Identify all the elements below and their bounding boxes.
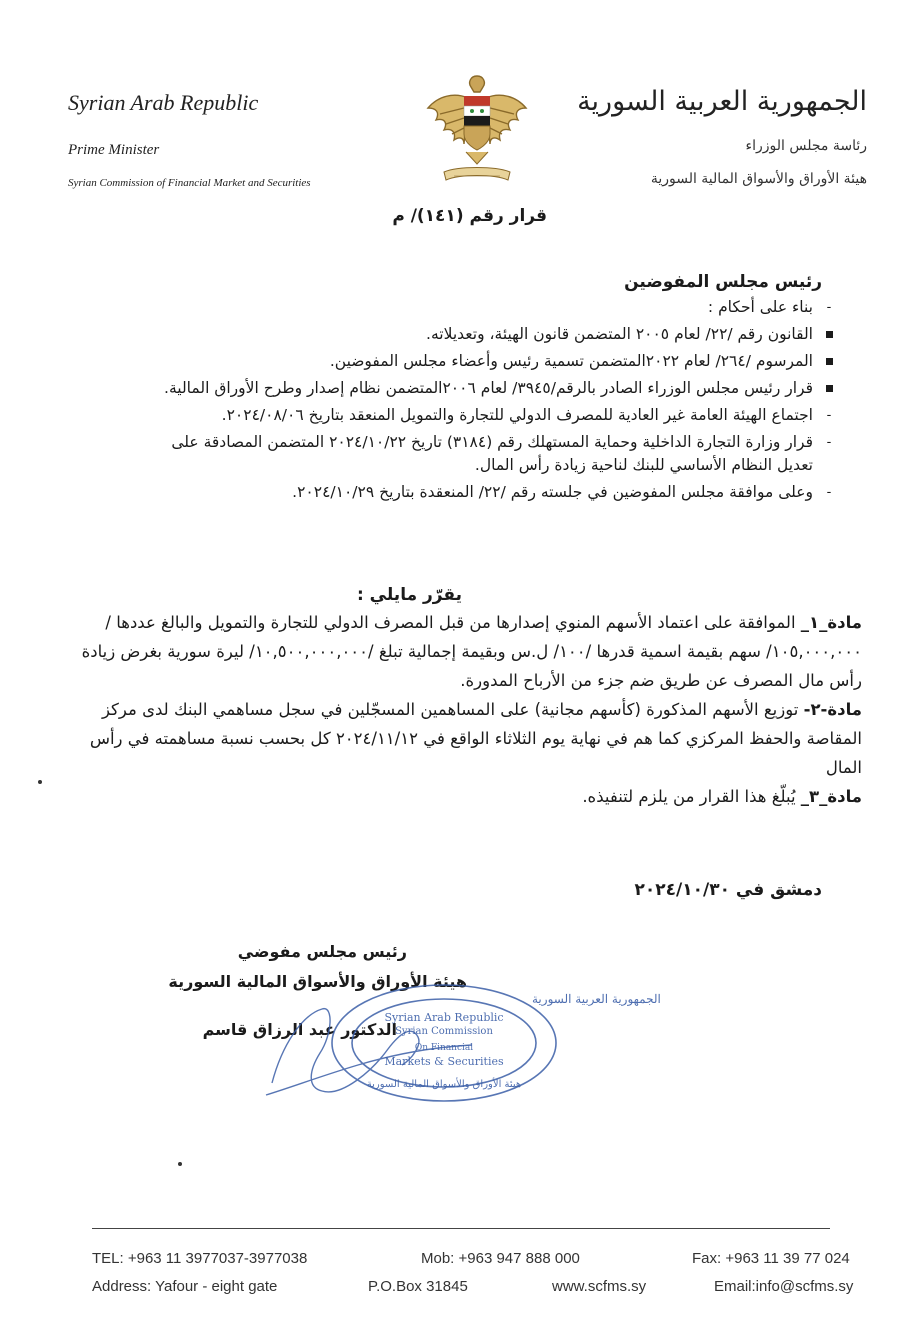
stamp-en-1: Syrian Arab Republic (384, 1011, 504, 1024)
decides-heading: يقرّر مايلي : (356, 585, 462, 605)
stamp-ar-top: الجمهورية العربية السورية (532, 992, 661, 1006)
scan-speck (38, 780, 42, 784)
place-date: دمشق في ٢٠٢٤/١٠/٣٠ (634, 880, 822, 900)
basis-item (135, 481, 835, 504)
header-ar-subtitle: رئاسة مجلس الوزراء (745, 138, 867, 154)
header-en-commission: Syrian Commission of Financial Market and Securities (68, 177, 311, 189)
footer-divider (92, 1228, 830, 1229)
basis-text: قرار وزارة التجارة الداخلية وحماية المستهلك رقم (٣١٨٤) تاريخ ٢٠٢٤/١٠/٢٢ المتضمن المصادقة على تعديل النظام الأساسي للبنك لناحية زيادة رأس المال. (171, 433, 813, 474)
basis-item (135, 323, 835, 346)
article-2 (72, 695, 862, 782)
decision-number: قرار رقم (١٤١)/ م (392, 206, 547, 226)
stamp-ar-bottom: هيئة الأوراق والأسواق المالية السورية (366, 1079, 522, 1090)
footer-address: Address: Yafour - eight gate (92, 1278, 278, 1295)
basis-item (135, 404, 835, 427)
council-heading: رئيس مجلس المفوضين (624, 272, 822, 292)
signatory-title: رئيس مجلس مفوضي (237, 942, 407, 961)
square-bullet-icon (823, 323, 835, 346)
article-text: يُبلّغ هذا القرار من يلزم لتنفيذه. (582, 787, 801, 806)
basis-item (135, 296, 835, 319)
basis-text: بناء على أحكام : (707, 298, 813, 316)
articles-block (72, 608, 862, 811)
eagle-emblem-icon (418, 68, 536, 194)
basis-text: وعلى موافقة مجلس المفوضين في جلسته رقم /٢٢/ المنعقدة بتاريخ ٢٠٢٤/١٠/٢٩. (292, 483, 813, 501)
legal-basis-list (135, 296, 835, 508)
footer-pobox: P.O.Box 31845 (368, 1278, 468, 1295)
signatory-name: الدكتور عبد الرزاق قاسم (202, 1020, 397, 1039)
footer-fax: Fax: +963 11 39 77 024 (692, 1250, 850, 1267)
dash-marker: - (826, 435, 832, 450)
article-label: مادة_٣_ (800, 787, 862, 806)
footer-email[interactable]: Email:info@scfms.sy (714, 1278, 854, 1295)
header-ar-title: الجمهورية العربية السورية (577, 86, 867, 117)
header-ar-commission: هيئة الأوراق والأسواق المالية السورية (650, 171, 867, 187)
article-text: الموافقة على اعتماد الأسهم المنوي إصدارها من قبل المصرف الدولي للتجارة والتمويل والبالغ عددها /١٠٥,٠٠٠,٠٠٠/ سهم بقيمة اسمية قدرها /١٠٠/ ل.س وبقيمة إجمالية تبلغ /١٠,٥٠٠,٠٠٠,٠٠٠/ ليرة سورية بغرض زيادة رأس مال المصرف عن طريق ضم جزء من الأرباح المدورة. (81, 613, 862, 690)
square-bullet-icon (823, 377, 835, 400)
article-label: مادة_١_ (800, 613, 862, 632)
article-1 (72, 608, 862, 695)
dash-marker: - (826, 300, 832, 315)
stamp-en-4: Markets & Securities (384, 1055, 504, 1068)
article-text: توزيع الأسهم المذكورة (كأسهم مجانية) على المساهمين المسجّلين في سجل مساهمي البنك لدى مركز المقاصة والحفظ المركزي كما هم في نهاية يوم الثلاثاء الواقع في ٢٠٢٤/١١/١٢ كل بحسب نسبة مساهمته في رأس المال (89, 700, 862, 777)
basis-text: اجتماع الهيئة العامة غير العادية للمصرف الدولي للتجارة والتمويل المنعقد بتاريخ ٢٠٢٤/٠٨/٠٦. (221, 406, 813, 424)
square-bullet-icon (823, 350, 835, 373)
dash-marker: - (826, 408, 832, 423)
basis-item (135, 377, 835, 400)
basis-text: المرسوم /٢٦٤/ لعام ٢٠٢٢المتضمن تسمية رئيس وأعضاء مجلس المفوضين. (329, 352, 813, 370)
stamp-en-2: Syrian Commission (395, 1026, 493, 1037)
footer-tel: TEL: +963 11 3977037-3977038 (92, 1250, 308, 1267)
footer-web[interactable]: www.scfms.sy (552, 1278, 647, 1295)
basis-item (135, 350, 835, 373)
header-en-title: Syrian Arab Republic (68, 90, 259, 115)
article-3 (72, 782, 862, 811)
article-label: مادة-٢- (803, 700, 862, 719)
basis-item (135, 431, 835, 477)
scan-speck (178, 1162, 182, 1166)
signatory-org: هيئة الأوراق والأسواق المالية السورية (168, 972, 467, 991)
basis-text: قرار رئيس مجلس الوزراء الصادر بالرقم/٣٩٤٥/ لعام ٢٠٠٦المتضمن نظام إصدار وطرح الأوراق المالية. (164, 379, 813, 397)
header-en-subtitle: Prime Minister (68, 142, 160, 158)
basis-text: القانون رقم /٢٢/ لعام ٢٠٠٥ المتضمن قانون الهيئة، وتعديلاته. (426, 325, 813, 343)
dash-marker: - (826, 485, 832, 500)
stamp-en-3: On Financial (414, 1043, 474, 1053)
official-stamp (262, 975, 661, 1125)
footer-mob: Mob: +963 947 888 000 (421, 1250, 580, 1267)
